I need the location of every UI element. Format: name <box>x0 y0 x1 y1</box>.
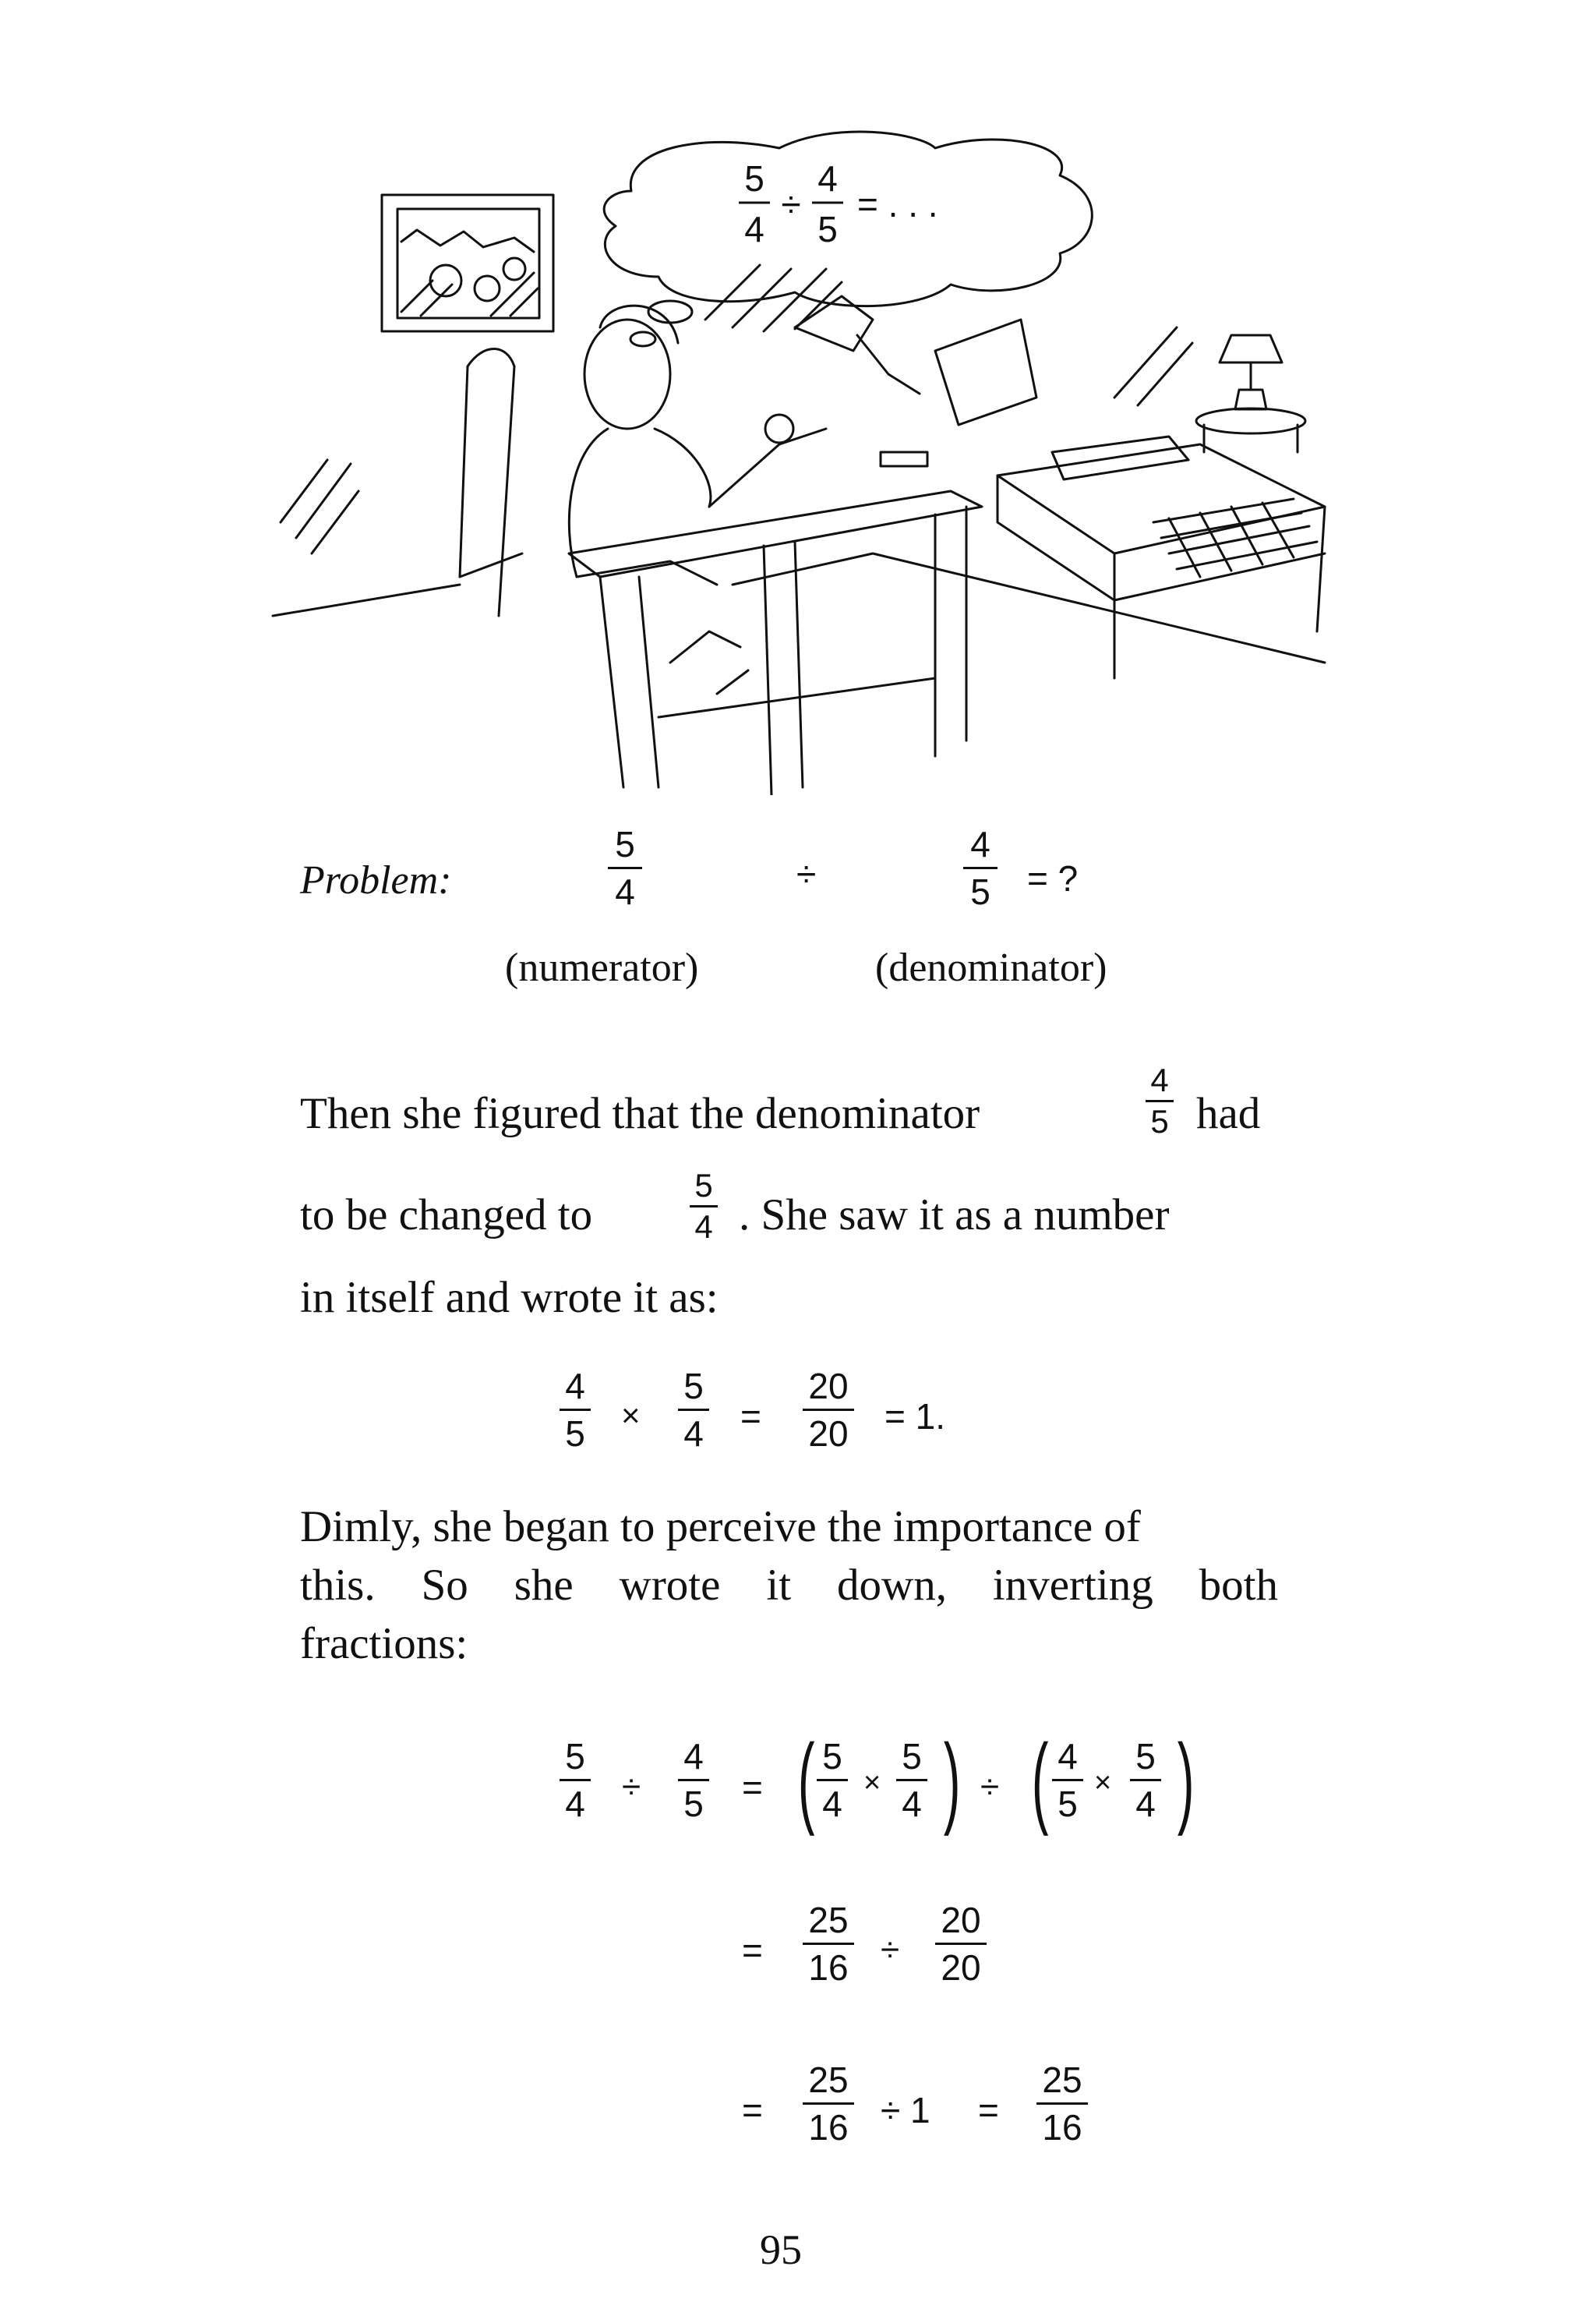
eq1-result: = 1. <box>885 1396 946 1437</box>
paragraph2-line2 <box>300 1561 1278 1610</box>
chair <box>460 349 522 617</box>
denominator: 4 <box>694 1208 713 1245</box>
eq2-r1-equals: = <box>742 1767 763 1808</box>
denominator: 5 <box>1150 1103 1169 1140</box>
word: she <box>514 1561 574 1610</box>
thought-bubble <box>604 132 1092 346</box>
denominator: 16 <box>808 2107 849 2148</box>
denominator: 4 <box>565 1784 585 1824</box>
numerator-caption: (numerator) <box>505 946 699 990</box>
bubble-op: ÷ <box>781 184 801 225</box>
bubble-tail: = . . . <box>857 184 938 225</box>
numerator: 4 <box>1058 1736 1078 1777</box>
eq2-r3-equals: = <box>742 2090 763 2130</box>
fraction-bar <box>1130 1779 1161 1781</box>
bubble-den-1: 4 <box>744 209 764 249</box>
fraction-bar <box>678 1779 709 1781</box>
fraction-bar <box>803 1409 854 1411</box>
paragraph2-line1: Dimly, she began to perceive the importance of <box>300 1502 1141 1551</box>
study-illustration <box>234 117 1356 795</box>
denominator: 20 <box>808 1413 849 1454</box>
fraction-bar <box>678 1409 709 1411</box>
fraction-bar <box>803 2102 854 2105</box>
numerator: 5 <box>565 1736 585 1777</box>
book <box>935 320 1036 425</box>
denominator: 16 <box>808 1947 849 1988</box>
denominator-caption: (denominator) <box>875 946 1107 990</box>
right-paren: ) <box>1177 1723 1195 1837</box>
eq2-p2-fraction-x <box>1052 1738 1083 1822</box>
eq2-r1-fraction-a <box>560 1738 591 1822</box>
bubble-num-1: 5 <box>744 158 764 199</box>
paragraph1-inline-fraction-1 <box>1146 1064 1174 1138</box>
paragraph1-line2-end: . She saw it as a number <box>739 1190 1170 1239</box>
eq2-r2-divide: ÷ <box>881 1931 900 1969</box>
fraction-bar <box>1052 1779 1083 1781</box>
eq2-p2-times: × <box>1094 1766 1112 1799</box>
fraction-bar <box>608 867 642 869</box>
paragraph1-line2-start: to be changed to <box>300 1190 593 1239</box>
numerator: 25 <box>808 2060 849 2100</box>
eq1-fraction-a <box>560 1366 591 1454</box>
word: inverting <box>992 1561 1153 1610</box>
left-paren: ( <box>1031 1723 1049 1837</box>
eq2-r2-fraction-b <box>935 1900 987 1988</box>
numerator: 5 <box>1135 1736 1156 1777</box>
numerator: 4 <box>565 1366 585 1406</box>
numerator: 20 <box>808 1366 849 1406</box>
floor-line <box>273 585 460 616</box>
fraction-bar <box>560 1409 591 1411</box>
paragraph1-inline-fraction-2 <box>690 1169 718 1243</box>
numerator: 5 <box>822 1736 842 1777</box>
paragraph1-line1-end: had <box>1196 1089 1261 1138</box>
problem-divide-sign: ÷ <box>796 854 817 894</box>
fraction-bar <box>690 1205 718 1207</box>
numerator: 25 <box>1042 2060 1082 2100</box>
numerator: 4 <box>1150 1062 1169 1098</box>
denominator: 5 <box>683 1784 704 1824</box>
denominator: 4 <box>1135 1784 1156 1824</box>
denominator: 4 <box>683 1413 704 1454</box>
bubble-num-2: 4 <box>817 158 838 199</box>
eq2-p1-times: × <box>863 1766 881 1799</box>
eq2-r2-fraction-a <box>803 1900 854 1988</box>
fraction-bar <box>1146 1100 1174 1102</box>
eq2-r3-fraction-b <box>1036 2060 1088 2148</box>
problem-left-fraction <box>608 826 642 910</box>
numerator: 20 <box>941 1900 981 1940</box>
eq2-p1-fraction-x <box>817 1738 848 1822</box>
numerator: 25 <box>808 1900 849 1940</box>
fraction-bar <box>817 1779 848 1781</box>
paragraph1-line1: Then she figured that the denominator <box>300 1089 980 1138</box>
eq1-fraction-b <box>678 1366 709 1454</box>
numerator: 5 <box>694 1167 713 1204</box>
eq2-r2-equals: = <box>742 1930 763 1971</box>
denominator: 5 <box>970 872 990 912</box>
eq2-r3-divide-one: ÷ 1 <box>881 2090 930 2130</box>
denominator: 4 <box>822 1784 842 1824</box>
bedside-lamp <box>1196 335 1305 452</box>
fraction-bar <box>803 1943 854 1945</box>
paragraph2-line3: fractions: <box>300 1619 468 1668</box>
page-number: 95 <box>760 2226 802 2273</box>
fraction-bar <box>963 867 998 869</box>
numerator: 5 <box>902 1736 922 1777</box>
problem-label: Problem: <box>300 858 452 903</box>
left-paren: ( <box>797 1723 815 1837</box>
right-paren: ) <box>943 1723 961 1837</box>
paragraph1-line3: in itself and wrote it as: <box>300 1273 719 1322</box>
eq2-p2-fraction-y <box>1130 1738 1161 1822</box>
bed <box>998 437 1325 678</box>
word: down, <box>837 1561 947 1610</box>
denominator: 5 <box>565 1413 585 1454</box>
fraction-bar <box>896 1779 927 1781</box>
fraction-bar <box>935 1943 987 1945</box>
eq2-p1-fraction-y <box>896 1738 927 1822</box>
fraction-bar <box>1036 2102 1088 2105</box>
denominator: 20 <box>941 1947 981 1988</box>
denominator: 16 <box>1042 2107 1082 2148</box>
fraction-bar <box>560 1779 591 1781</box>
numerator: 4 <box>970 824 990 864</box>
numerator: 4 <box>683 1736 704 1777</box>
eq2-r3-equals-2: = <box>978 2090 999 2130</box>
word: So <box>421 1561 468 1610</box>
problem-right-fraction <box>963 826 998 910</box>
word: it <box>766 1561 792 1610</box>
eq2-r1-divide-2: ÷ <box>980 1768 1000 1806</box>
eq2-r1-divide: ÷ <box>622 1768 641 1806</box>
numerator: 5 <box>683 1366 704 1406</box>
desk-lamp <box>795 296 927 466</box>
word: both <box>1199 1561 1278 1610</box>
numerator: 5 <box>615 824 635 864</box>
desk <box>569 491 982 795</box>
denominator: 4 <box>902 1784 922 1824</box>
bubble-den-2: 5 <box>817 209 838 249</box>
wall-picture <box>382 195 553 331</box>
eq1-times: × <box>621 1397 641 1434</box>
problem-result: = ? <box>1027 858 1079 899</box>
eq1-fraction-c <box>803 1366 854 1454</box>
denominator: 5 <box>1058 1784 1078 1824</box>
word: wrote <box>619 1561 721 1610</box>
word: this. <box>300 1561 376 1610</box>
denominator: 4 <box>615 872 635 912</box>
eq2-r1-fraction-b <box>678 1738 709 1822</box>
eq1-equals: = <box>740 1396 761 1437</box>
eq2-r3-fraction-a <box>803 2060 854 2148</box>
